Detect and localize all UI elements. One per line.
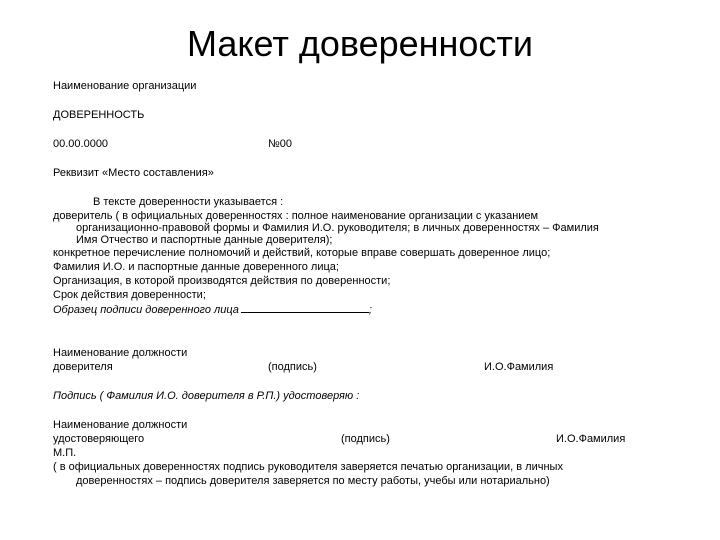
body-intro: В тексте доверенности указывается : (93, 196, 284, 208)
signature-blank-line (241, 303, 369, 313)
place-requisite: Реквизит «Место составления» (53, 167, 214, 179)
body-line: конкретное перечисление полномочий и действий, которые вправе совершать доверенное лицо; (53, 247, 551, 259)
body-line: организационно-правовой формы и Фамилия И.О. руководителя; в личных доверенностях – Фамилия (76, 222, 599, 234)
page-title: Макет доверенности (186, 23, 534, 64)
certifier-position-line1: Наименование должности (53, 419, 188, 431)
certification-statement: Подпись ( Фамилия И.О. доверителя в Р.П.) удостоверяю : (53, 390, 360, 402)
principal-name: И.О.Фамилия (484, 361, 554, 373)
principal-position-line2: доверителя (53, 361, 113, 373)
document-type: ДОВЕРЕННОСТЬ (53, 109, 145, 121)
document-date: 00.00.0000 (53, 138, 109, 150)
principal-position-line1: Наименование должности (53, 347, 188, 359)
body-line: Имя Отчество и паспортные данные доверителя); (76, 234, 333, 246)
document-number: №00 (268, 138, 293, 150)
certifier-position-line2: удостоверяющего (53, 433, 145, 445)
certification-note-line2: доверенностях – подпись доверителя заверяется по месту работы, учебы или нотариально) (76, 475, 550, 487)
signature-sample-label: Образец подписи доверенного лица (53, 304, 239, 316)
stamp-place: М.П. (53, 447, 77, 459)
certifier-signature-label: (подпись) (341, 433, 390, 445)
body-line: Фамилия И.О. и паспортные данные доверенного лица; (53, 261, 339, 273)
body-line: доверитель ( в официальных доверенностях : полное наименование организации с указанием (53, 210, 539, 222)
principal-signature-label: (подпись) (268, 361, 317, 373)
organization-name: Наименование организации (53, 80, 197, 92)
signature-sample-line (53, 303, 372, 317)
body-line: Организация, в которой производятся действия по доверенности; (53, 275, 391, 287)
body-line: Срок действия доверенности; (53, 289, 206, 301)
certifier-name: И.О.Фамилия (556, 433, 626, 445)
certification-note-line1: ( в официальных доверенностях подпись руководителя заверяется печатью организации, в личных (53, 461, 563, 473)
signature-sample-end: ; (368, 304, 372, 316)
